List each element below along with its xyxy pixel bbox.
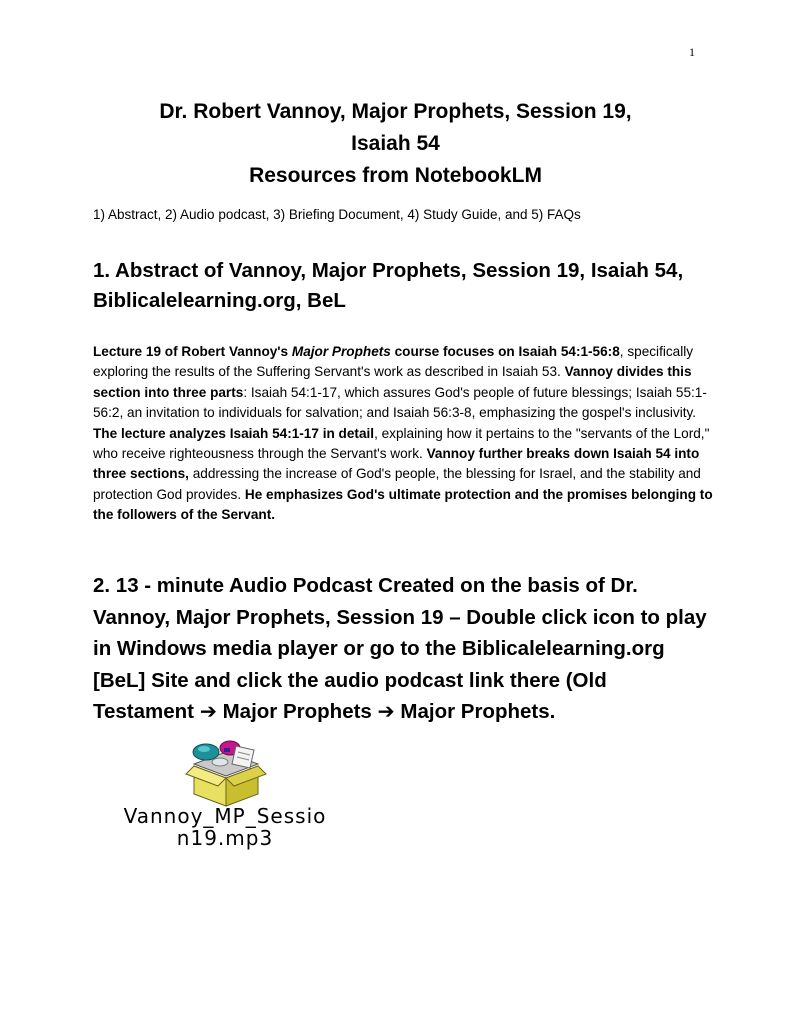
podcast-heading-part3: Major Prophets. [394, 700, 556, 723]
abstract-seg2: , specifically exploring the results of the Suffering Servant's work as described in Isaiah 53. [93, 344, 694, 380]
podcast-file-label[interactable] [90, 805, 360, 849]
abstract-seg7: Vannoy further breaks down Isaiah 54 into three sections, [93, 446, 700, 482]
abstract-heading: 1. Abstract of Vannoy, Major Prophets, Session 19, Isaiah 54, Biblicalelearning.org, BeL [93, 259, 684, 312]
abstract-seg8: addressing the increase of God's people, the blessing for Israel, and the stability and protection God provides. [93, 466, 701, 502]
resource-list: 1) Abstract, 2) Audio podcast, 3) Briefing Document, 4) Study Guide, and 5) FAQs [93, 207, 581, 222]
arrow-right-icon: ➔ [377, 700, 395, 723]
podcast-heading-part2: Major Prophets [216, 700, 378, 723]
abstract-paragraph [93, 342, 713, 526]
title-line-1: Dr. Robert Vannoy, Major Prophets, Session 19, [159, 100, 632, 123]
abstract-seg1b: course focuses on Isaiah 54:1-56:8 [390, 344, 620, 359]
abstract-seg3: Vannoy divides this section into three parts [93, 364, 692, 400]
arrow-right-icon: ➔ [199, 700, 217, 723]
podcast-heading [93, 570, 713, 728]
document-title [0, 96, 791, 192]
page-number: 1 [689, 45, 695, 59]
title-line-3: Resources from NotebookLM [249, 164, 542, 187]
filename-line-1: Vannoy_MP_Sessio [123, 804, 327, 828]
podcast-heading-part1: 2. 13 - minute Audio Podcast Created on the basis of Dr. Vannoy, Major Prophets, Session 19 – Double click icon to play in Windows media player or go to the Biblicalelearning.org [BeL] Site and click the audio podcast link there (Old Testament [93, 574, 707, 723]
abstract-course-title: Major Prophets [291, 344, 391, 359]
abstract-seg5: The lecture analyzes Isaiah 54:1-17 in detail [93, 425, 375, 441]
package-icon[interactable] [180, 738, 272, 808]
title-line-2: Isaiah 54 [351, 132, 440, 155]
abstract-seg4: : Isaiah 54:1-17, which assures God's people of future blessings; Isaiah 55:1-56:2, an invitation to individuals for salvation; and Isaiah 56:3-8, emphasizing the gospel's inclusivity. [93, 384, 707, 421]
abstract-seg6: , explaining how it pertains to the "servants of the Lord," who receive righteousness through the Servant's work. [93, 425, 710, 462]
filename-line-2: n19.mp3 [176, 826, 274, 850]
abstract-seg1: Lecture 19 of Robert Vannoy's [93, 344, 292, 359]
abstract-seg9: He emphasizes God's ultimate protection and the promises belonging to the followers of the Servant. [93, 486, 713, 523]
